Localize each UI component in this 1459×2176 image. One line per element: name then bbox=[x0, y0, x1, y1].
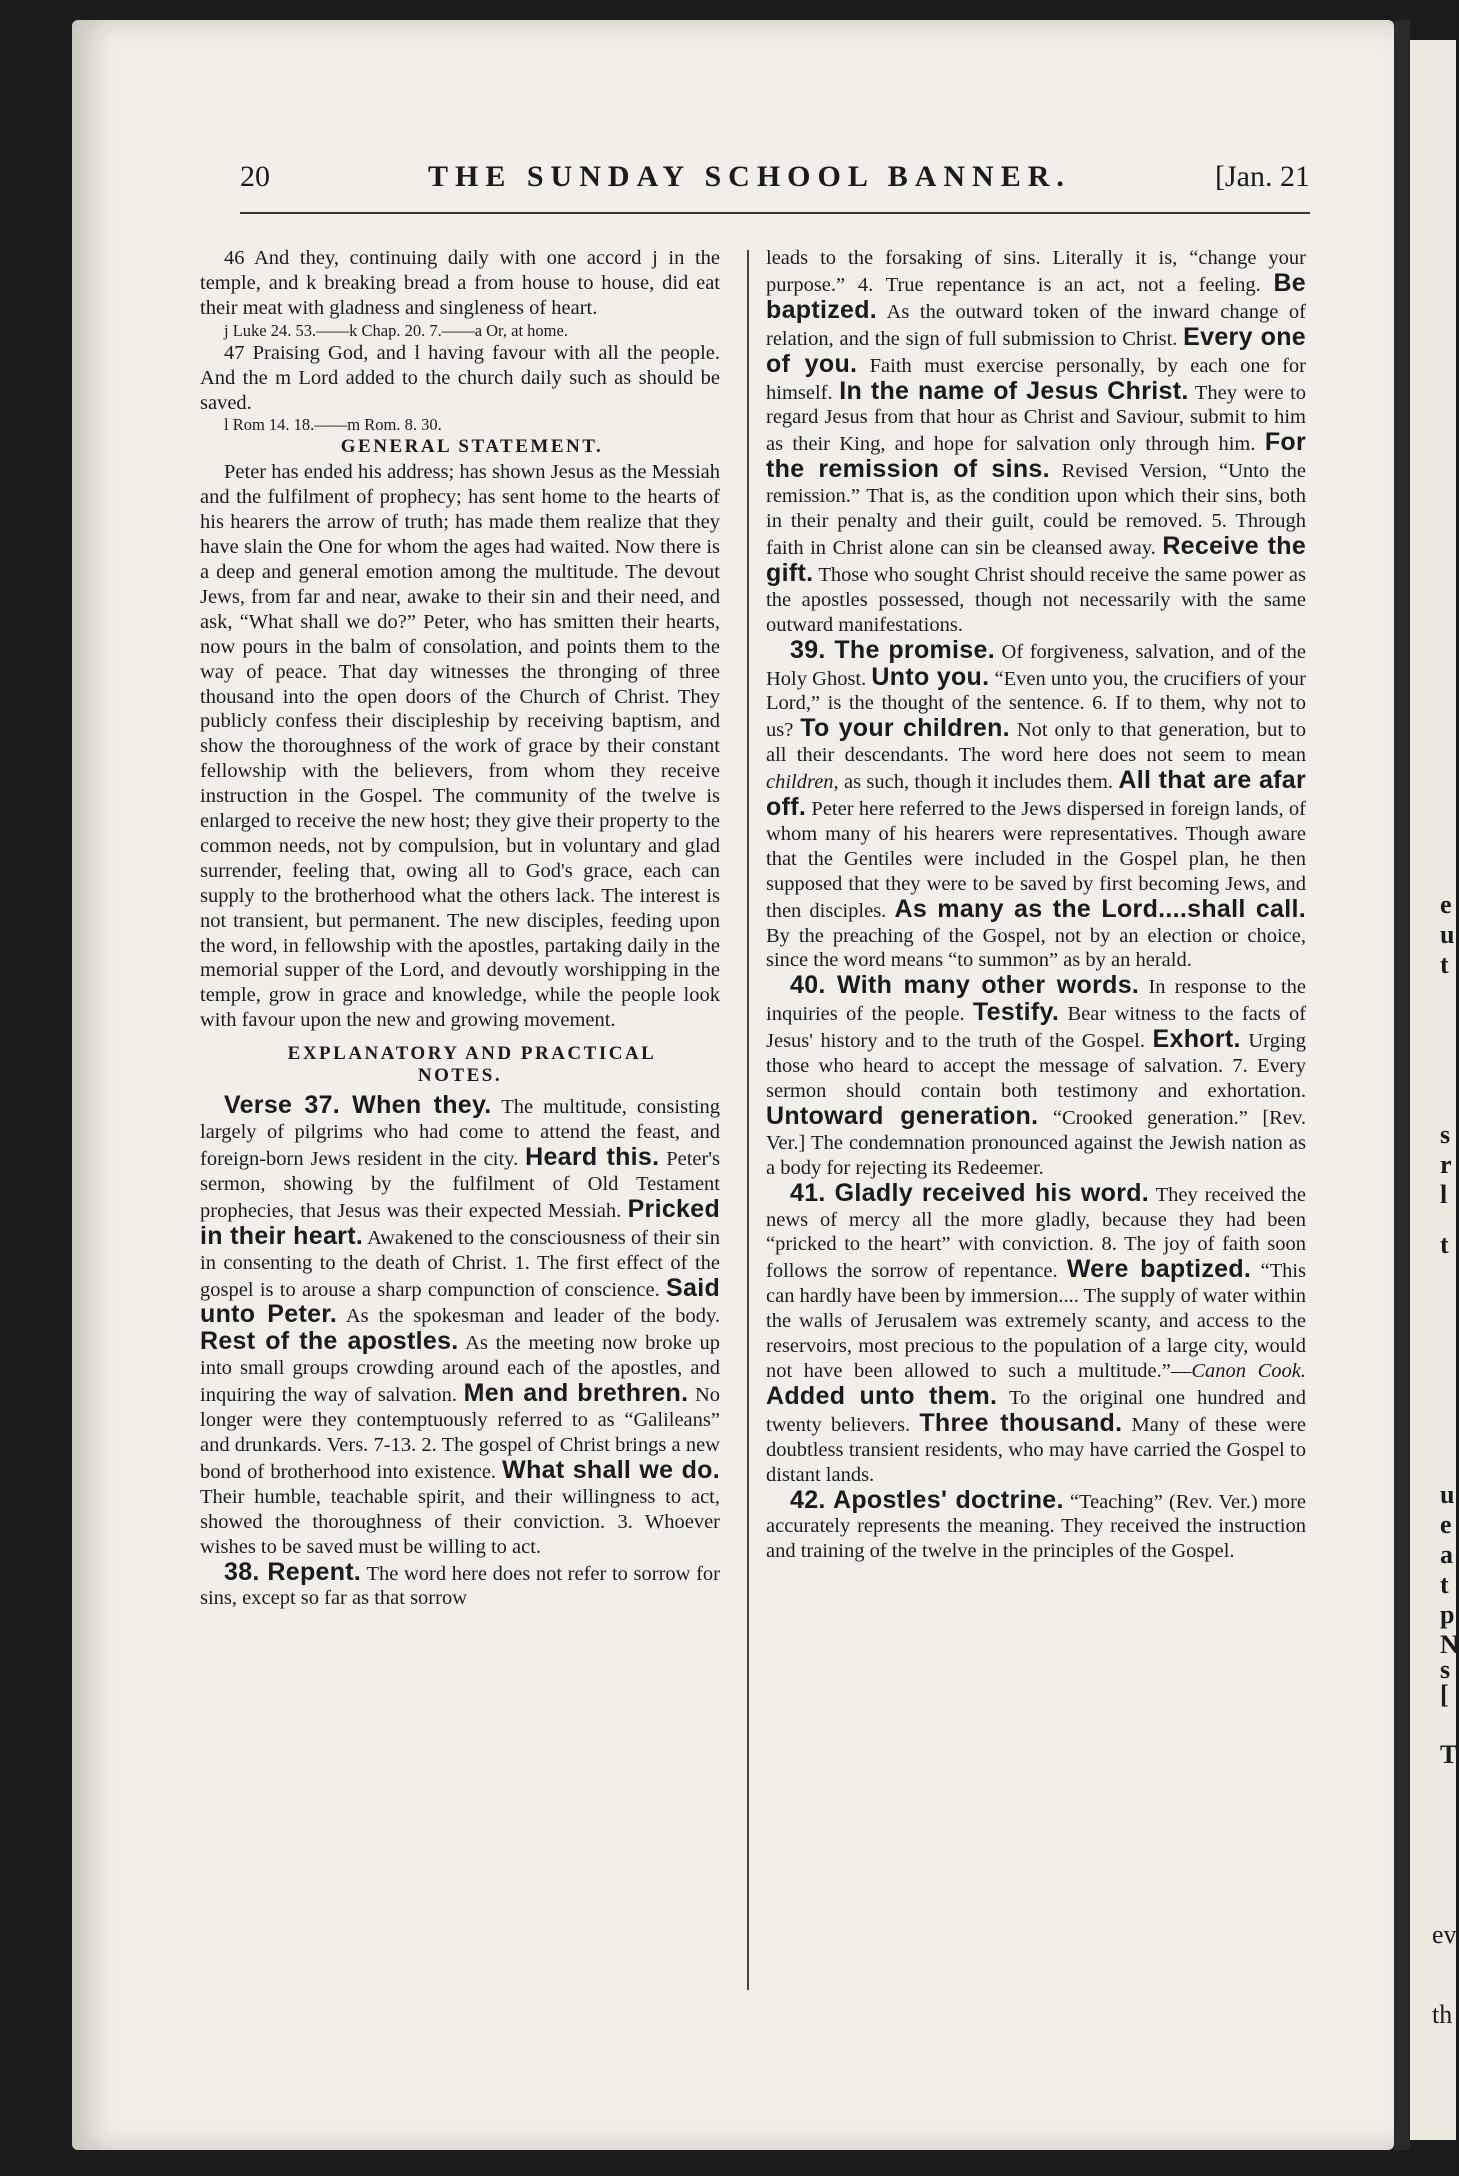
note-text: The multitude, consisting largely of pilgrims who had come to attend the feast, and foreign-born Jews resident in the city. bbox=[200, 1096, 720, 1170]
note-keyword: In the name of Jesus Christ. bbox=[839, 376, 1189, 405]
note-text: as such, though it includes them. bbox=[844, 771, 1114, 794]
note-text: They received the news of mercy all the more gladly, because they had been “pricked to the heart” with conviction. 8. The joy of faith soon follows the sorrow of repentance. bbox=[766, 1183, 1306, 1283]
running-head bbox=[240, 160, 1310, 200]
note-keyword: Added unto them. bbox=[766, 1381, 998, 1410]
header-rule bbox=[240, 212, 1310, 214]
note-text: “Crooked generation.” [Rev. Ver.] The condemnation pronounced against the Jewish nation as a body for rejecting its Redeemer. bbox=[766, 1106, 1306, 1179]
notes-heading-line-1: EXPLANATORY AND PRACTICAL bbox=[287, 1043, 657, 1065]
note-text: Revised Version, “Unto the remission.” That is, as the condition upon which their sins, both in their penalty and their guilt, could be removed. 5. Through faith in Christ alone can sin be cleansed away. bbox=[766, 460, 1307, 559]
note-verse-38 bbox=[200, 1557, 720, 1612]
cross-reference: l Rom 14. 18.——m Rom. 8. 30. bbox=[224, 415, 442, 435]
edge-char: s bbox=[1440, 1655, 1451, 1684]
note-verse-42 bbox=[766, 1485, 1306, 1565]
note-keyword: Said unto Peter. bbox=[200, 1273, 721, 1329]
note-text: leads to the forsaking of sins. Literally it is, “change your purpose.” 4. True repentance is an act, not a feeling. bbox=[766, 247, 1306, 296]
note-text-italic: Canon Cook. bbox=[1191, 1359, 1306, 1382]
edge-char: a bbox=[1440, 1540, 1453, 1569]
note-text: Bear witness to the facts of Jesus' history and to the truth of the Gospel. bbox=[766, 1003, 1307, 1053]
note-keyword: Exhort. bbox=[1152, 1025, 1241, 1054]
note-keyword: Receive the gift. bbox=[766, 531, 1307, 587]
note-verse-37 bbox=[200, 1093, 720, 1559]
left-column bbox=[200, 246, 720, 1611]
note-text: “Teaching” (Rev. Ver.) more accurately represents the meaning. They received the instruction and training of the twelve in the principles of the Gospel. bbox=[766, 1490, 1306, 1563]
verse-47: 47 Praising God, and l having favour with all the people. And the m Lord added to the church daily such as should be saved. bbox=[200, 341, 720, 414]
edge-char: t bbox=[1440, 950, 1449, 979]
note-keyword: Testify. bbox=[972, 998, 1060, 1027]
note-text: As the meeting now broke up into small groups crowding around each of the apostles, and inquiring the way of salvation. bbox=[200, 1332, 720, 1407]
note-text: Awakened to the consciousness of their sin in consenting to the death of Christ. 1. The first effect of the gospel is to arouse a sharp compunction of conscience. bbox=[200, 1226, 720, 1301]
edge-char: r bbox=[1440, 1150, 1452, 1179]
note-verse-39 bbox=[766, 635, 1307, 974]
note-keyword: What shall we do. bbox=[502, 1455, 721, 1484]
note-keyword: Heard this. bbox=[525, 1143, 660, 1171]
note-text: Their humble, teachable spirit, and their willingness to act, showed the thoroughness of their conviction. 3. Whoever wishes to be saved must be willing to act. bbox=[200, 1485, 720, 1558]
note-keyword: Three thousand. bbox=[919, 1408, 1123, 1437]
edge-char: e bbox=[1440, 890, 1452, 919]
note-verse-41 bbox=[766, 1178, 1307, 1488]
note-text: No longer were they contemptuously referred to as “Galileans” and drunkards. Vers. 7-13. 2. The gospel of Christ brings a new bond of brotherhood into existence. bbox=[200, 1384, 721, 1483]
note-keyword: Unto you. bbox=[871, 662, 990, 691]
issue-date: [Jan. 21 bbox=[1215, 160, 1310, 193]
general-statement-text: Peter has ended his address; has shown Jesus as the Messiah and the fulfilment of prophecy; has sent home to the hearts of his hearers the arrow of truth; has made them realize that they have slain the One for whom the ages had waited. Now there is a deep and general emotion among the multitude. The devout Jews, from far and near, awake to their sin and their need, and ask, “What shall we do?” Peter, who has smitten their hearts, now pours in the balm of consolation, and points them to the way of peace. That day witnesses the thronging of three thousand into the open doors of the Church of Christ. They publicly confess their discipleship by receiving baptism, and show the thoroughness of the work of grace by their constant fellowship with the believers, from whom they receive instruction in the Gospel. The community of the twelve is enlarged to receive the new host; they give their property to the common needs, not by compulsion, but in voluntary and glad surrender, feeling that, owing all to God's grace, each can supply to the brotherhood what the others lack. The interest is not transient, but permanent. The new disciples, feeding upon the word, in fellowship with the apostles, partaking daily in the memorial supper of the Lord, and devoutly worshipping in the temple, grow in grace and knowledge, while the people look with favour upon the new and growing movement. bbox=[200, 461, 720, 1032]
note-text: In response to the inquiries of the people. bbox=[766, 976, 1307, 1026]
note-text: Urging those who heard to accept the message of salvation. 7. Every sermon should contain both testimony and exhortation. bbox=[766, 1030, 1307, 1102]
edge-char: t bbox=[1440, 1570, 1449, 1599]
note-text: “This can hardly have been by immersion.... The supply of water within the walls of Jerusalem was extremely scanty, and access to the reservoirs, most precious to the population of a large city, would not have been allowed to such a multitude.”— bbox=[766, 1260, 1307, 1382]
right-column bbox=[766, 246, 1306, 1564]
note-keyword: To your children. bbox=[800, 714, 1010, 743]
notes-heading-line-2: NOTES. bbox=[417, 1065, 503, 1087]
note-verse-40 bbox=[766, 973, 1306, 1180]
edge-char: t bbox=[1440, 1230, 1449, 1259]
note-text: Peter's sermon, showing by the fulfilment of Old Testament prophecies, that Jesus was their expected Messiah. bbox=[200, 1148, 721, 1222]
note-text: “Even unto you, the crucifiers of your Lord,” is the thought of the sentence. 6. If to them, why not to us? bbox=[766, 667, 1306, 742]
note-text: Those who sought Christ should receive the same power as the apostles possessed, though not necessarily with the same outward manifestations. bbox=[766, 563, 1306, 636]
note-keyword: Verse 37. When they. bbox=[224, 1091, 492, 1120]
note-text: By the preaching of the Gospel, not by an election or choice, since the word means “to summon” as by an herald. bbox=[766, 924, 1306, 972]
note-keyword: For the remission of sins. bbox=[766, 428, 1307, 484]
note-text: They were to regard Jesus from that hour as Christ and Saviour, submit to him as their King, and hope for salvation only through him. bbox=[766, 381, 1307, 456]
note-keyword: Untoward generation. bbox=[766, 1101, 1039, 1130]
note-text: As the outward token of the inward change of relation, and the sign of full submission to Christ. bbox=[766, 300, 1306, 350]
edge-char: th bbox=[1432, 2000, 1453, 2029]
note-keyword: Pricked in their heart. bbox=[200, 1194, 721, 1250]
verse-46: 46 And they, continuing daily with one accord j in the temple, and k breaking bread a from house to house, did eat their meat with gladness and singleness of heart. bbox=[200, 247, 720, 319]
note-text: Not only to that generation, but to all their descendants. The word here does not seem to mean bbox=[766, 719, 1306, 767]
cross-reference: j Luke 24. 53.——k Chap. 20. 7.——a Or, at home. bbox=[224, 320, 568, 340]
note-text: Many of these were doubtless transient residents, who may have carried the Gospel to distant lands. bbox=[766, 1413, 1306, 1486]
edge-char: u bbox=[1440, 920, 1455, 949]
edge-char: u bbox=[1440, 1480, 1455, 1509]
note-keyword: Were baptized. bbox=[1066, 1255, 1252, 1284]
note-keyword: 39. The promise. bbox=[790, 635, 995, 664]
edge-char: s bbox=[1440, 1120, 1451, 1149]
note-verse-38-continued bbox=[766, 246, 1306, 638]
edge-char: p bbox=[1440, 1600, 1455, 1629]
note-text: The word here does not refer to sorrow for sins, except so far as that sorrow bbox=[200, 1562, 720, 1610]
note-keyword: 38. Repent. bbox=[224, 1557, 362, 1586]
general-statement-heading: GENERAL STATEMENT. bbox=[340, 436, 604, 458]
note-keyword: 41. Gladly received his word. bbox=[790, 1178, 1150, 1207]
periodical-title: THE SUNDAY SCHOOL BANNER. bbox=[428, 160, 1071, 193]
note-keyword: 42. Apostles' doctrine. bbox=[790, 1485, 1064, 1514]
note-keyword: Men and brethren. bbox=[463, 1379, 689, 1408]
note-keyword: All that are afar off. bbox=[766, 766, 1307, 822]
note-keyword: 40. With many other words. bbox=[790, 971, 1140, 1000]
note-text-italic: children, bbox=[766, 771, 839, 794]
edge-char: T bbox=[1440, 1740, 1458, 1769]
edge-char: l bbox=[1440, 1180, 1448, 1209]
note-keyword: Every one of you. bbox=[766, 322, 1306, 378]
note-text: Faith must exercise personally, by each one for himself. bbox=[766, 354, 1306, 404]
note-text: To the original one hundred and twenty believers. bbox=[766, 1386, 1306, 1436]
note-keyword: As many as the Lord....shall call. bbox=[894, 894, 1307, 923]
notes-heading bbox=[200, 1043, 720, 1087]
edge-char: N bbox=[1440, 1630, 1459, 1659]
edge-char: ev bbox=[1432, 1920, 1457, 1949]
column-divider bbox=[747, 250, 749, 1990]
note-keyword: Be baptized. bbox=[766, 268, 1306, 324]
edge-char: [ bbox=[1440, 1680, 1449, 1709]
book-gutter bbox=[1394, 20, 1410, 2150]
note-keyword: Rest of the apostles. bbox=[200, 1327, 459, 1356]
edge-char: e bbox=[1440, 1510, 1452, 1539]
note-text: Peter here referred to the Jews dispersed in foreign lands, of whom many of his hearers were representatives. Though aware that the Gentiles were included in the Gospel plan, he then supposed that they were to be saved by first becoming Jews, and then disciples. bbox=[766, 798, 1306, 922]
facing-page-edge bbox=[1410, 40, 1459, 2140]
note-text: As the spokesman and leader of the body. bbox=[345, 1305, 720, 1328]
page-number: 20 bbox=[240, 160, 270, 193]
note-text: Of forgiveness, salvation, and of the Holy Ghost. bbox=[766, 640, 1307, 690]
